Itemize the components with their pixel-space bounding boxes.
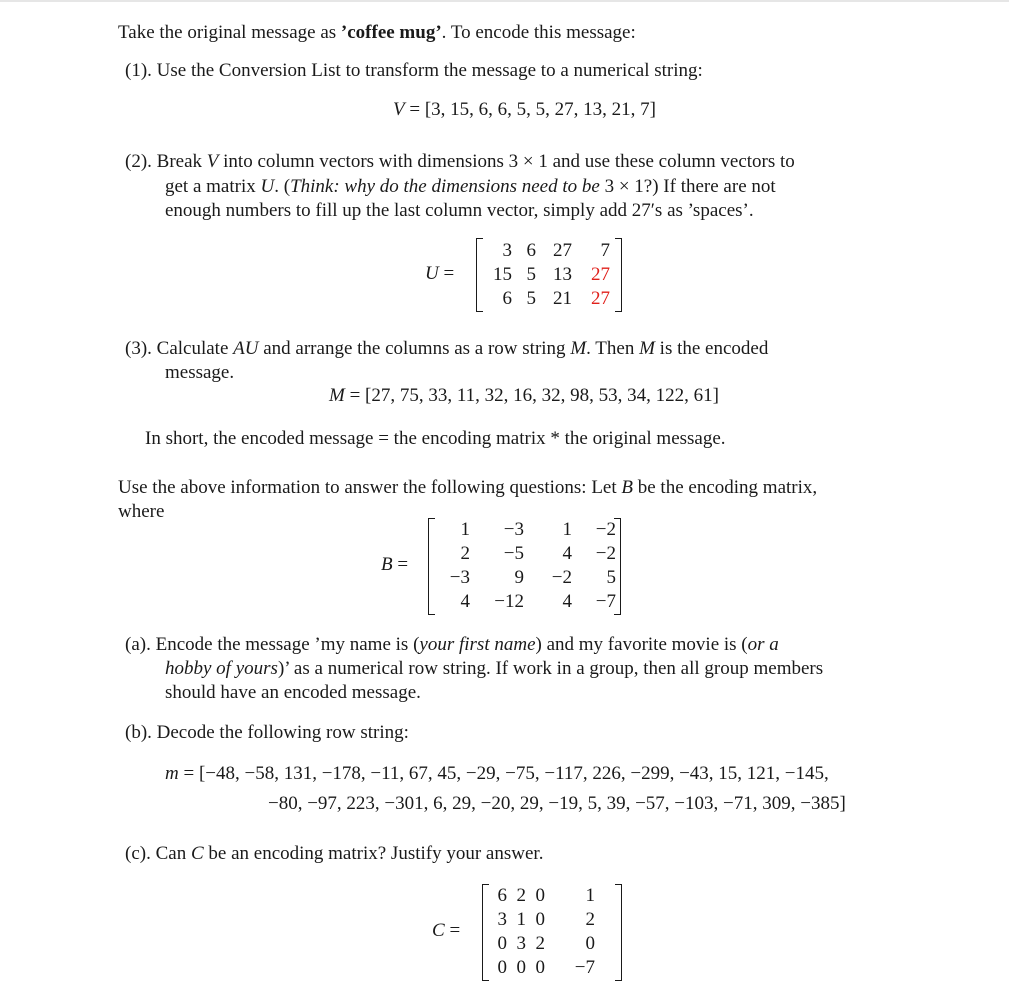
- matrix-entry: 15: [493, 264, 512, 285]
- u-matrix-label: [425, 263, 454, 285]
- step3-label: (3).: [125, 338, 152, 359]
- step1-line: [125, 59, 703, 83]
- step3-c: . Then: [586, 338, 640, 359]
- b-matrix-label: [381, 554, 408, 576]
- summary-line: In short, the encoded message = the encoding matrix * the original message.: [145, 428, 726, 449]
- step3-line1: [125, 337, 768, 361]
- c-symbol-inline: C: [190, 843, 204, 864]
- step2-line3: enough numbers to fill up the last column vector, simply add 27′s as ’spaces’.: [165, 200, 754, 221]
- c-symbol: C: [432, 920, 445, 941]
- m-symbol-inline-2: M: [639, 338, 655, 359]
- matrix-entry: −2: [595, 519, 616, 540]
- or-a-text: or a: [747, 634, 779, 655]
- matrix-entry: −7: [574, 957, 595, 978]
- matrix-entry: 9: [514, 567, 524, 588]
- intro-pre: Take the original message as: [118, 22, 341, 43]
- v-symbol-inline: V: [206, 151, 219, 172]
- think-note: Think: why do the dimensions need to be: [290, 176, 600, 197]
- b-symbol: B: [381, 554, 393, 575]
- matrix-entry: 3: [497, 909, 507, 930]
- v-symbol: V: [393, 99, 405, 120]
- matrix-entry: 27: [591, 264, 610, 285]
- matrix-entry: 2: [585, 909, 595, 930]
- matrix-entry: −7: [595, 591, 616, 612]
- matrix-entry: 0: [535, 957, 545, 978]
- part-a-a: Encode the message ’my name is (: [155, 634, 420, 655]
- matrix-entry: 3: [516, 933, 526, 954]
- step2-label: (2).: [125, 151, 152, 172]
- part-a-line2-b: )’ as a numerical row string. If work in a group, then all group members: [277, 658, 824, 679]
- lower-m-symbol: m: [165, 763, 179, 784]
- matrix-entry: 5: [526, 264, 536, 285]
- matrix-entry: −2: [551, 567, 572, 588]
- matrix-entry: 1: [516, 909, 526, 930]
- m-symbol-inline: M: [570, 338, 587, 359]
- matrix-entry: 0: [585, 933, 595, 954]
- b-symbol-inline: B: [621, 477, 633, 498]
- matrix-entry: 3: [502, 240, 512, 261]
- part-b-line: [125, 721, 409, 745]
- matrix-entry: 1: [585, 885, 595, 906]
- part-c-line: [125, 842, 543, 866]
- matrix-entry: 1: [562, 519, 572, 540]
- part-a-line1: [125, 633, 779, 657]
- u-symbol: U: [425, 263, 439, 284]
- vector-v-equation: [393, 99, 656, 121]
- right-bracket: [615, 884, 622, 981]
- step2-text-b: into column vectors with dimensions 3 × 1 and use these column vectors to: [218, 151, 795, 172]
- matrix-entry: 27: [553, 240, 572, 261]
- matrix-entry: 4: [562, 591, 572, 612]
- matrix-entry: 0: [497, 957, 507, 978]
- original-message: ’coffee mug’: [340, 22, 442, 43]
- step2-line2: [165, 175, 776, 199]
- step2-line1: [125, 150, 795, 174]
- matrix-entry: 6: [502, 288, 512, 309]
- step3-line2: message.: [165, 362, 235, 383]
- au-symbol: AU: [233, 338, 259, 359]
- matrix-entry: 2: [460, 543, 470, 564]
- matrix-entry: −5: [503, 543, 524, 564]
- step3-b: and arrange the columns as a row string: [258, 338, 571, 359]
- step2-line2-c: 3 × 1?) If there are not: [599, 176, 776, 197]
- matrix-c: [482, 884, 622, 981]
- part-a-b: ) and my favorite movie is (: [535, 634, 748, 655]
- part-c-label: (c).: [125, 843, 151, 864]
- matrix-entry: 4: [562, 543, 572, 564]
- matrix-b: [428, 518, 621, 615]
- matrix-entry: 0: [535, 909, 545, 930]
- m-row-values-1: = [−48, −58, 131, −178, −11, 67, 45, −29, −75, −117, 226, −299, −43, 15, 121, −145,: [183, 763, 829, 784]
- left-bracket: [428, 518, 435, 615]
- c-equals: =: [449, 920, 461, 941]
- first-name-placeholder: your first name: [419, 634, 536, 655]
- part-c-a: Can: [155, 843, 191, 864]
- step1-text: Use the Conversion List to transform the message to a numerical string:: [156, 60, 703, 81]
- matrix-b-grid: [438, 518, 616, 614]
- left-bracket: [476, 238, 483, 312]
- matrix-entry: 0: [497, 933, 507, 954]
- m-values: = [27, 75, 33, 11, 32, 16, 32, 98, 53, 34, 122, 61]: [349, 385, 719, 406]
- matrix-entry: 7: [600, 240, 610, 261]
- matrix-entry: 1: [460, 519, 470, 540]
- part-a-label: (a).: [125, 634, 151, 655]
- matrix-u-grid: [488, 239, 610, 311]
- matrix-entry: −12: [494, 591, 524, 612]
- m-row-string-line2: −80, −97, 223, −301, 6, 29, −20, 29, −19, 5, 39, −57, −103, −71, 309, −385]: [268, 793, 846, 814]
- questions-intro-line2: where: [118, 501, 165, 522]
- matrix-c-grid: [488, 884, 595, 980]
- step1-label: (1).: [125, 60, 152, 81]
- part-b-text: Decode the following row string:: [156, 722, 409, 743]
- matrix-entry: 2: [535, 933, 545, 954]
- matrix-entry: 5: [526, 288, 536, 309]
- matrix-entry: −2: [595, 543, 616, 564]
- matrix-entry: 27: [591, 288, 610, 309]
- top-border: [0, 0, 1009, 2]
- qi-a: Use the above information to answer the following questions: Let: [118, 477, 622, 498]
- b-equals: =: [397, 554, 409, 575]
- u-symbol-inline: U: [260, 176, 275, 197]
- matrix-entry: 5: [606, 567, 616, 588]
- step3-a: Calculate: [156, 338, 234, 359]
- part-a-line3: should have an encoded message.: [165, 682, 421, 703]
- part-b-label: (b).: [125, 722, 152, 743]
- v-values: = [3, 15, 6, 6, 5, 5, 27, 13, 21, 7]: [409, 99, 656, 120]
- step2-text-a: Break: [156, 151, 207, 172]
- questions-intro-line1: [118, 476, 817, 500]
- u-equals: =: [443, 263, 455, 284]
- matrix-entry: 6: [526, 240, 536, 261]
- part-c-b: be an encoding matrix? Justify your answer.: [203, 843, 544, 864]
- part-a-line2: [165, 657, 823, 681]
- matrix-entry: −3: [449, 567, 470, 588]
- matrix-entry: 0: [535, 885, 545, 906]
- matrix-entry: 6: [497, 885, 507, 906]
- matrix-entry: 4: [460, 591, 470, 612]
- matrix-entry: −3: [503, 519, 524, 540]
- step2-line2-a: get a matrix: [165, 176, 261, 197]
- m-row-string-line1: [165, 763, 829, 785]
- m-symbol: M: [329, 385, 345, 406]
- matrix-entry: 21: [553, 288, 572, 309]
- matrix-entry: 0: [516, 957, 526, 978]
- step3-d: is the encoded: [654, 338, 769, 359]
- intro-post: . To encode this message:: [441, 22, 636, 43]
- intro-line: [118, 21, 636, 45]
- m-equation: [329, 385, 719, 407]
- c-matrix-label: [432, 920, 460, 942]
- step2-line2-b: . (: [274, 176, 291, 197]
- matrix-entry: 13: [553, 264, 572, 285]
- matrix-entry: 2: [516, 885, 526, 906]
- matrix-u: [476, 238, 622, 312]
- right-bracket: [615, 238, 622, 312]
- qi-c: be the encoding matrix,: [633, 477, 818, 498]
- hobby-placeholder: hobby of yours: [165, 658, 278, 679]
